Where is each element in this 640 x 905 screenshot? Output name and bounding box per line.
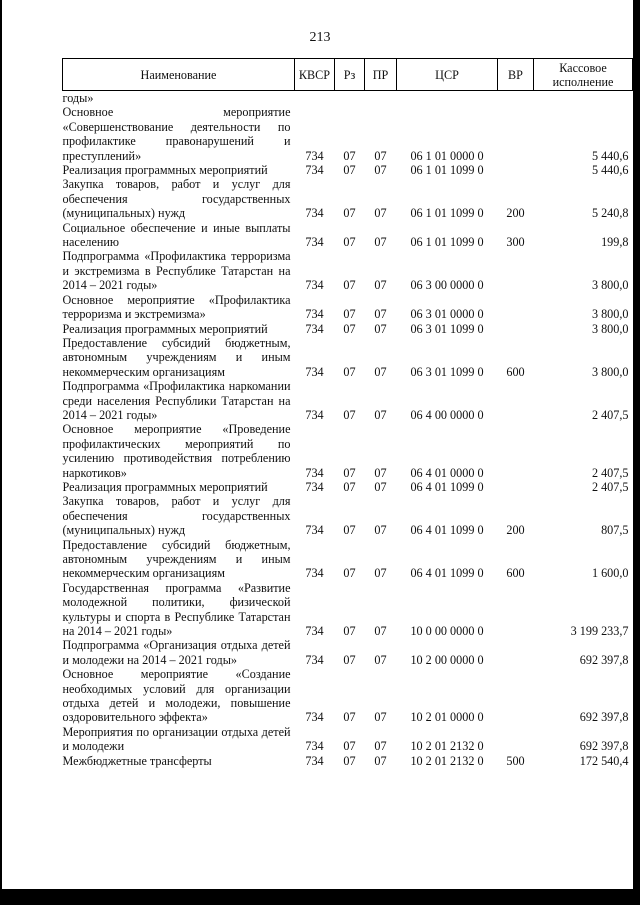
cell-vr: 600 (506, 364, 525, 379)
cell-kvsr: 734 (305, 753, 324, 768)
cell-rz: 07 (343, 624, 356, 639)
cell-rz: 07 (343, 753, 356, 768)
cell-vr (498, 249, 534, 292)
cell-kvsr: 734 (305, 278, 324, 293)
table-row (63, 322, 633, 336)
cell-kvsr: 734 (305, 566, 324, 581)
cell-name: Основное мероприятие «Профилактика терроризма и экстремизма» (62, 292, 291, 322)
cell-rz: 07 (343, 148, 356, 163)
cell-kvsr: 734 (305, 624, 324, 639)
cell-kvsr: 734 (305, 364, 324, 379)
cell-name: Закупка товаров, работ и услуг для обеспечения государственных (муниципальных) нужд (62, 494, 291, 538)
cell-rz: 07 (343, 163, 356, 178)
table-row (63, 422, 633, 480)
table-row (63, 725, 633, 754)
header-amount: Кассовое исполнение (534, 59, 633, 91)
cell-pr: 07 (374, 479, 387, 494)
cell-csr: 06 1 01 1099 0 (410, 206, 484, 221)
cell-rz: 07 (343, 739, 356, 754)
cell-rz: 07 (343, 364, 356, 379)
cell-kvsr: 734 (305, 407, 324, 422)
cell-amount: 2 407,5 (591, 407, 629, 422)
table-row (63, 754, 633, 768)
cell-csr: 06 1 01 1099 0 (410, 163, 484, 178)
cell-amount: 172 540,4 (579, 753, 629, 768)
cell-name: Основное мероприятие «Создание необходимых условий для организации отдыха детей и молодежи, повышение оздоровительного эффекта» (62, 667, 291, 725)
table-row (63, 91, 633, 106)
cell-csr: 06 4 00 0000 0 (410, 407, 484, 422)
table-row (63, 538, 633, 581)
cell-vr (498, 322, 534, 336)
cell-name: Предоставление субсидий бюджетным, автономным учреждениям и иным некоммерческим организациям (62, 537, 291, 581)
cell-amount: 3 800,0 (591, 321, 629, 336)
cell-pr: 07 (374, 739, 387, 754)
cell-kvsr: 734 (305, 710, 324, 725)
cell-csr: 10 2 01 0000 0 (410, 710, 484, 725)
cell-rz (335, 91, 365, 106)
table-row (63, 105, 633, 163)
cell-amount: 3 800,0 (591, 278, 629, 293)
cell-rz: 07 (343, 710, 356, 725)
cell-rz: 07 (343, 278, 356, 293)
cell-csr: 06 4 01 1099 0 (410, 566, 484, 581)
cell-name: Подпрограмма «Профилактика терроризма и экстремизма в Республике Татарстан на 2014 – 2021 годы» (62, 249, 291, 293)
cell-amount: 692 397,8 (579, 710, 629, 725)
cell-csr: 06 1 01 1099 0 (410, 235, 484, 250)
table-row (63, 480, 633, 494)
cell-rz: 07 (343, 566, 356, 581)
cell-pr: 07 (374, 148, 387, 163)
cell-name: Подпрограмма «Организация отдыха детей и молодежи на 2014 – 2021 годы» (62, 638, 291, 667)
cell-rz: 07 (343, 235, 356, 250)
page-number: 213 (309, 30, 331, 45)
cell-csr: 10 2 01 2132 0 (410, 753, 484, 768)
cell-name: Основное мероприятие «Проведение профилактических мероприятий по усилению противодействия потреблению наркотиков» (62, 422, 291, 480)
cell-amount: 1 600,0 (591, 566, 629, 581)
cell-kvsr: 734 (305, 739, 324, 754)
table-header-row (63, 59, 633, 91)
cell-name: Государственная программа «Развитие молодежной политики, физической культуры и спорта в Республике Татарстан на 2014 – 2021 годы» (62, 580, 291, 639)
cell-rz: 07 (343, 321, 356, 336)
cell-vr (498, 480, 534, 494)
cell-pr: 07 (374, 465, 387, 480)
cell-amount: 3 800,0 (591, 364, 629, 379)
cell-vr: 200 (506, 523, 525, 538)
cell-pr: 07 (374, 624, 387, 639)
cell-name: Реализация программных мероприятий (62, 479, 268, 494)
table-row (63, 163, 633, 177)
cell-vr (498, 667, 534, 725)
cell-vr: 600 (506, 566, 525, 581)
cell-pr: 07 (374, 710, 387, 725)
cell-vr (498, 163, 534, 177)
cell-kvsr: 734 (305, 465, 324, 480)
cell-name: Подпрограмма «Профилактика наркомании среди населения Республики Татарстан на 2014 – 2021 годы» (62, 379, 291, 422)
cell-name: Межбюджетные трансферты (62, 753, 212, 768)
cell-vr (498, 422, 534, 480)
cell-kvsr: 734 (305, 163, 324, 178)
cell-rz: 07 (343, 307, 356, 322)
header-name: Наименование (63, 59, 295, 91)
cell-pr: 07 (374, 307, 387, 322)
cell-vr (498, 725, 534, 754)
cell-kvsr: 734 (305, 148, 324, 163)
cell-pr: 07 (374, 235, 387, 250)
cell-pr: 07 (374, 206, 387, 221)
table-row (63, 379, 633, 422)
cell-name: Основное мероприятие «Совершенствование деятельности по профилактике правонарушений и преступлений» (62, 105, 291, 163)
cell-pr: 07 (374, 753, 387, 768)
cell-vr (498, 293, 534, 322)
table-body (63, 91, 633, 769)
cell-name: Предоставление субсидий бюджетным, автономным учреждениям и иным некоммерческим организациям (62, 335, 291, 379)
cell-amount: 3 199 233,7 (570, 624, 629, 639)
cell-rz: 07 (343, 465, 356, 480)
cell-amount: 692 397,8 (579, 652, 629, 667)
table-row (63, 494, 633, 537)
cell-csr: 10 2 00 0000 0 (410, 652, 484, 667)
cell-pr: 07 (374, 278, 387, 293)
cell-rz: 07 (343, 652, 356, 667)
cell-vr (498, 91, 534, 106)
cell-vr: 200 (506, 206, 525, 221)
cell-csr: 06 3 01 1099 0 (410, 321, 484, 336)
cell-vr (498, 638, 534, 667)
cell-csr: 06 4 01 1099 0 (410, 479, 484, 494)
table-row (63, 221, 633, 250)
header-rz: Рз (335, 59, 365, 91)
budget-table (62, 58, 633, 768)
cell-name: Закупка товаров, работ и услуг для обеспечения государственных (муниципальных) нужд (62, 177, 291, 221)
cell-vr (498, 581, 534, 639)
cell-kvsr: 734 (305, 479, 324, 494)
cell-amount: 5 240,8 (591, 206, 629, 221)
cell-pr: 07 (374, 321, 387, 336)
cell-pr: 07 (374, 364, 387, 379)
table-row (63, 336, 633, 379)
cell-csr: 06 4 01 0000 0 (410, 465, 484, 480)
cell-kvsr: 734 (305, 307, 324, 322)
cell-kvsr: 734 (305, 523, 324, 538)
table-row (63, 638, 633, 667)
header-vr: ВР (498, 59, 534, 91)
cell-amount: 5 440,6 (591, 163, 629, 178)
cell-kvsr (295, 91, 335, 106)
cell-rz: 07 (343, 206, 356, 221)
cell-vr (498, 379, 534, 422)
cell-csr: 06 3 01 0000 0 (410, 307, 484, 322)
cell-pr (365, 91, 397, 106)
cell-amount: 5 440,6 (591, 148, 629, 163)
cell-pr: 07 (374, 566, 387, 581)
cell-csr (397, 91, 498, 106)
cell-csr: 10 0 00 0000 0 (410, 624, 484, 639)
cell-rz: 07 (343, 479, 356, 494)
cell-pr: 07 (374, 163, 387, 178)
table-row (63, 293, 633, 322)
table-row (63, 667, 633, 725)
cell-kvsr: 734 (305, 321, 324, 336)
cell-vr: 300 (506, 235, 525, 250)
cell-name: Социальное обеспечение и иные выплаты населению (62, 220, 291, 250)
header-pr: ПР (365, 59, 397, 91)
cell-kvsr: 734 (305, 235, 324, 250)
cell-amount (534, 91, 633, 106)
header-csr: ЦСР (397, 59, 498, 91)
cell-amount: 2 407,5 (591, 479, 629, 494)
cell-name: годы» (62, 91, 94, 105)
header-kvsr: КВСР (295, 59, 335, 91)
table-row (63, 177, 633, 220)
cell-csr: 10 2 01 2132 0 (410, 739, 484, 754)
cell-rz: 07 (343, 407, 356, 422)
cell-name: Реализация программных мероприятий (62, 163, 268, 178)
cell-name: Мероприятия по организации отдыха детей и молодежи (62, 724, 291, 754)
table-row (63, 249, 633, 292)
cell-vr: 500 (506, 753, 525, 768)
cell-pr: 07 (374, 523, 387, 538)
cell-csr: 06 3 00 0000 0 (410, 278, 484, 293)
cell-pr: 07 (374, 407, 387, 422)
cell-pr: 07 (374, 652, 387, 667)
cell-csr: 06 4 01 1099 0 (410, 523, 484, 538)
cell-rz: 07 (343, 523, 356, 538)
cell-csr: 06 3 01 1099 0 (410, 364, 484, 379)
cell-amount: 199,8 (601, 235, 629, 250)
cell-amount: 807,5 (601, 523, 629, 538)
table-row (63, 581, 633, 639)
cell-csr: 06 1 01 0000 0 (410, 148, 484, 163)
cell-vr (498, 105, 534, 163)
cell-amount: 3 800,0 (591, 307, 629, 322)
cell-name: Реализация программных мероприятий (62, 321, 268, 336)
cell-amount: 692 397,8 (579, 739, 629, 754)
cell-kvsr: 734 (305, 652, 324, 667)
cell-kvsr: 734 (305, 206, 324, 221)
cell-amount: 2 407,5 (591, 465, 629, 480)
